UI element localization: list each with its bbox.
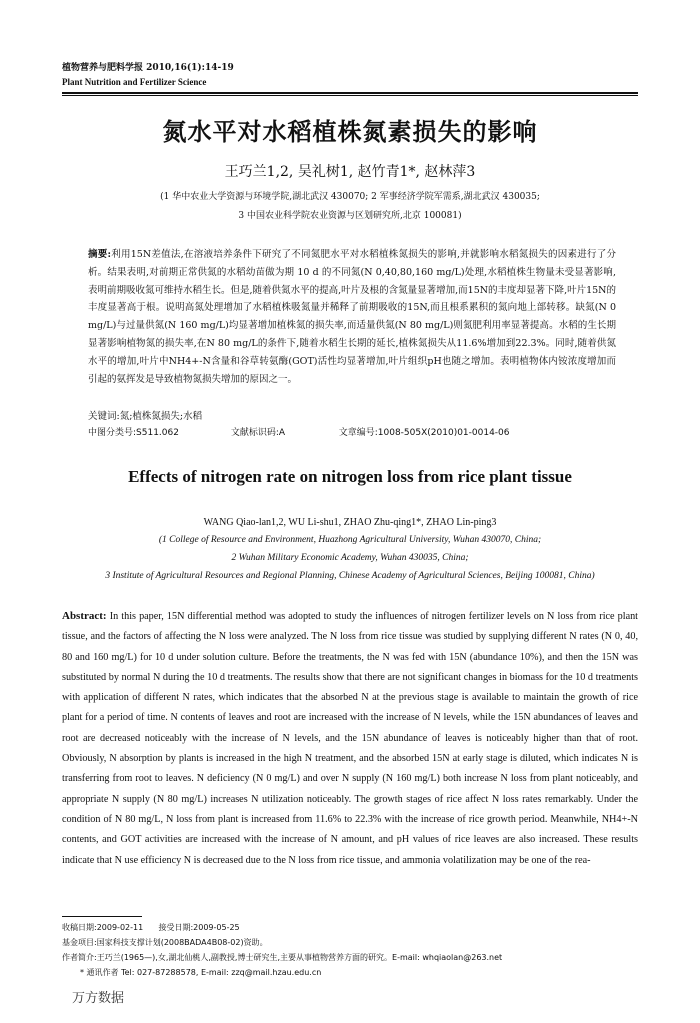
article-number: 文章编号:1008-505X(2010)01-0014-06 — [338, 428, 510, 438]
affiliation-en-1: (1 College of Resource and Environment, Huazhong Agricultural University, Wuhan 430070, China; — [158, 535, 542, 545]
accepted-date: 接受日期:2009-05-25 — [158, 923, 240, 932]
journal-header-zh: 植物营养与肥料学报 2010,16(1):14-19 — [62, 63, 234, 73]
affiliation-zh-1: (1 华中农业大学资源与环境学院,湖北武汉 430070; 2 军事经济学院军需系,湖北武汉 430035; — [160, 192, 540, 202]
received-date: 收稿日期:2009-02-11 — [62, 923, 144, 932]
affiliation-zh-2: 3 中国农业科学院农业资源与区划研究所,北京 100081) — [238, 211, 462, 221]
footnote-author-bio: 作者简介:王巧兰(1965—),女,湖北仙桃人,副教授,博士研究生,主要从事植物营养方面的研究。E-mail: whqiaolan@263.net — [62, 953, 503, 962]
header-rule-thin — [62, 95, 638, 96]
title-en: Effects of nitrogen rate on nitrogen loss from rice plant tissue — [128, 467, 572, 486]
title-zh: 氮水平对水稻植株氮素损失的影响 — [162, 117, 538, 146]
abstract-zh-label: 摘要: — [88, 249, 112, 260]
footnote-dates — [62, 922, 240, 933]
abstract-en-label: Abstract: — [62, 610, 107, 622]
authors-en: WANG Qiao-lan1,2, WU Li-shu1, ZHAO Zhu-qing1*, ZHAO Lin-ping3 — [203, 517, 497, 528]
header-rule — [62, 92, 638, 94]
classification-row — [88, 425, 510, 438]
abstract-en — [62, 606, 638, 871]
abstract-en-text: In this paper, 15N differential method was adopted to study the influences of nitrogen fertilizer levels on N loss from rice plant tissue, and the factors of affecting the N loss were analyzed. The N loss from rice tissue was studied by supplying different N rates (N 0, 40, 80 and 160 mg/L) for 10 d under solution culture. Before the treatments, the N was fed with 15N (abundance 10%), and then the 15N was substituted by normal N during the 10 d treatments. The results show that there are not significant changes in biomass for the 10 d treatments with application of different N rates, which indicates that the absorbed N at the previous stage is available to maintain the growth of rice plant for a period of time. N contents of leaves and root are increased with the increase of N levels, while the 15N abundances of leaves and root are decreased noticeably with the increase of N levels, and the 15N abundance of leaves is noticeably higher than that of root. Obviously, N absorption by plants is increased in the high N treatment, and the absorbed 15N at early stage is diluted, which indicates N is transferring from root to leaves. N deficiency (N 0 mg/L) and over N supply (N 160 mg/L) both increase N loss from plant noticeably, and appropriate N supply (N 80 mg/L) increases N utilization noticeably. The growth stages of rice affect N loss rates remarkably. Under the condition of N 80 mg/L, N loss from plant is increased from 11.6% to 22.3% with the increase of rice growth period. Meanwhile, NH4+-N contents, and GOT activities are increased with the increase of N amount, and pH values of rice leaves are also increased. These results indicate that N use efficiency N is decreased due to the N loss from rice tissue, and ammonia volatilization may be one of the rea- — [62, 611, 639, 866]
abstract-zh-text: 利用15N差值法,在溶液培养条件下研究了不同氮肥水平对水稻植株氮损失的影响,并就影响水稻氮损失的因素进行了分析。结果表明,对前期正常供氮的水稻幼苗做为期 10 d 的不同氮(N 0,40,80,160 mg/L)处理,水稻植株生物量未受显著影响,表明前期吸收氮可维持水稻生长。但是,随着供氮水平的提高,叶片及根的含氮量显著增加,而15N的丰度却显著下降,叶片15N的丰度显著高于根。说明高氮处理增加了水稻植株吸氮量并稀释了前期吸收的15N,而且根系累积的氮向地上部转移。缺氮(N 0 mg/L)与过量供氮(N 160 mg/L)均显著增加植株氮的损失率,而适量供氮(N 80 mg/L)则氮肥利用率显著提高。水稻的生长期显著影响植物氮的损失率,在N 80 mg/L的条件下,随着水稻生长期的延长,植株氮损失从11.6%增加到22.3%。同时,随着供氮水平的增加,叶片中NH4+-N含量和谷草转氨酶(GOT)活性均显著增加,叶片组织pH也随之增加。表明植物体内铵浓度增加而引起的氨挥发是导致植物氮损失增加的原因之一。 — [88, 249, 616, 385]
abstract-zh — [88, 246, 616, 388]
authors-zh: 王巧兰1,2, 吴礼树1, 赵竹青1*, 赵林萍3 — [224, 164, 476, 180]
footnote-corresponding: * 通讯作者 Tel: 027-87288578, E-mail: zzq@mail.hzau.edu.cn — [80, 968, 322, 977]
footnote-rule — [62, 916, 142, 917]
affiliation-en-3: 3 Institute of Agricultural Resources and Regional Planning, Chinese Academy of Agricultural Sciences, Beijing 100081, China) — [105, 571, 595, 581]
affiliation-en-2: 2 Wuhan Military Economic Academy, Wuhan 430035, China; — [231, 553, 469, 563]
journal-header-en: Plant Nutrition and Fertilizer Science — [62, 77, 207, 87]
watermark: 万方数据 — [72, 991, 125, 1006]
document-code: 文献标识码:A — [230, 428, 286, 438]
footnote-fund: 基金项目:国家科技支撑计划(2008BADA4B08-02)资助。 — [62, 938, 268, 947]
clc-number: 中图分类号:S511.062 — [88, 428, 179, 438]
keywords-zh: 关键词:氮;植株氮损失;水稻 — [88, 411, 203, 422]
